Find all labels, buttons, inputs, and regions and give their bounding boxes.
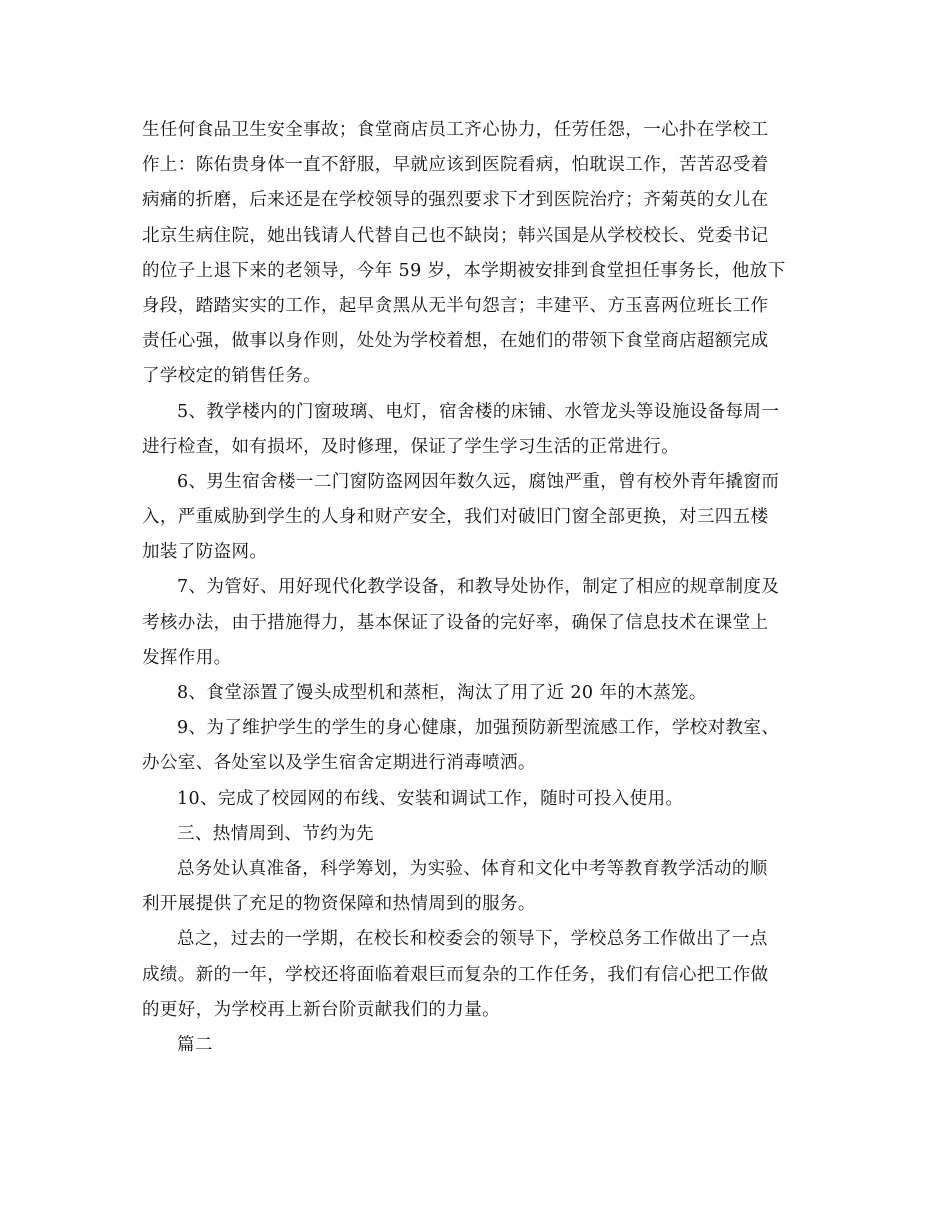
paragraph-start-line: 5、教学楼内的门窗玻璃、电灯，宿舍楼的床铺、水管龙头等设施设备每周一: [177, 401, 780, 422]
text-line: 考核办法，由于措施得力，基本保证了设备的完好率，确保了信息技术在课堂上: [142, 612, 769, 633]
paragraph-start-line: 总务处认真准备，科学筹划，为实验、体育和文化中考等教育教学活动的顺: [177, 858, 768, 879]
text-line: 成绩。新的一年，学校还将面临着艰巨而复杂的工作任务，我们有信心把工作做: [142, 964, 769, 985]
paragraph-start-line: 6、男生宿舍楼一二门窗防盗网因年数久远，腐蚀严重，曾有校外青年撬窗而: [177, 471, 780, 492]
text-line: 作上：陈佑贵身体一直不舒服，早就应该到医院看病，怕耽误工作，苦苦忍受着: [142, 155, 769, 176]
paragraph-start-line: 8、食堂添置了馒头成型机和蒸柜，淘汰了用了近 20 年的木蒸笼。: [177, 683, 707, 703]
paragraph-start-line: 10、完成了校园网的布线、安装和调试工作，随时可投入使用。: [177, 788, 684, 809]
paragraph-start-line: 总之，过去的一学期，在校长和校委会的领导下，学校总务工作做出了一点: [177, 929, 768, 950]
text-line: 病痛的折磨，后来还是在学校领导的强烈要求下才到医院治疗；齐菊英的女儿在: [142, 190, 769, 211]
text-line: 身段，踏踏实实的工作，起早贪黑从无半句怨言；丰建平、方玉喜两位班长工作: [142, 295, 769, 316]
text-line: 了学校定的销售任务。: [142, 366, 321, 387]
text-line: 北京生病住院，她出钱请人代替自己也不缺岗；韩兴国是从学校校长、党委书记: [142, 225, 769, 246]
text-line: 办公室、各处室以及学生宿舍定期进行消毒喷洒。: [142, 753, 536, 774]
paragraph-start-line: 9、为了维护学生的学生的身心健康，加强预防新型流感工作，学校对教室、: [177, 718, 780, 739]
text-line: 的更好，为学校再上新台阶贡献我们的力量。: [142, 999, 500, 1020]
text-line: 入，严重威胁到学生的人身和财产安全，我们对破旧门窗全部更换，对三四五楼: [142, 507, 769, 528]
section-heading: 三、热情周到、节约为先: [177, 823, 374, 844]
text-line: 加装了防盗网。: [142, 542, 268, 563]
paragraph-start-line: 7、为管好、用好现代化教学设备，和教导处协作，制定了相应的规章制度及: [177, 577, 780, 598]
text-line: 进行检查，如有损坏，及时修理，保证了学生学习生活的正常进行。: [142, 436, 679, 457]
text-line: 的位子上退下来的老领导，今年 59 岁，本学期被安排到食堂担任事务长，他放下: [142, 260, 786, 281]
part-heading: 篇二: [177, 1034, 213, 1055]
text-line: 责任心强，做事以身作则，处处为学校着想，在她们的带领下食堂商店超额完成: [142, 331, 769, 352]
text-line: 生任何食品卫生安全事故；食堂商店员工齐心协力，任劳任怨，一心扑在学校工: [142, 120, 769, 140]
document-body: [142, 113, 842, 1063]
text-line: 发挥作用。: [142, 647, 232, 668]
text-line: 利开展提供了充足的物资保障和热情周到的服务。: [142, 894, 536, 915]
